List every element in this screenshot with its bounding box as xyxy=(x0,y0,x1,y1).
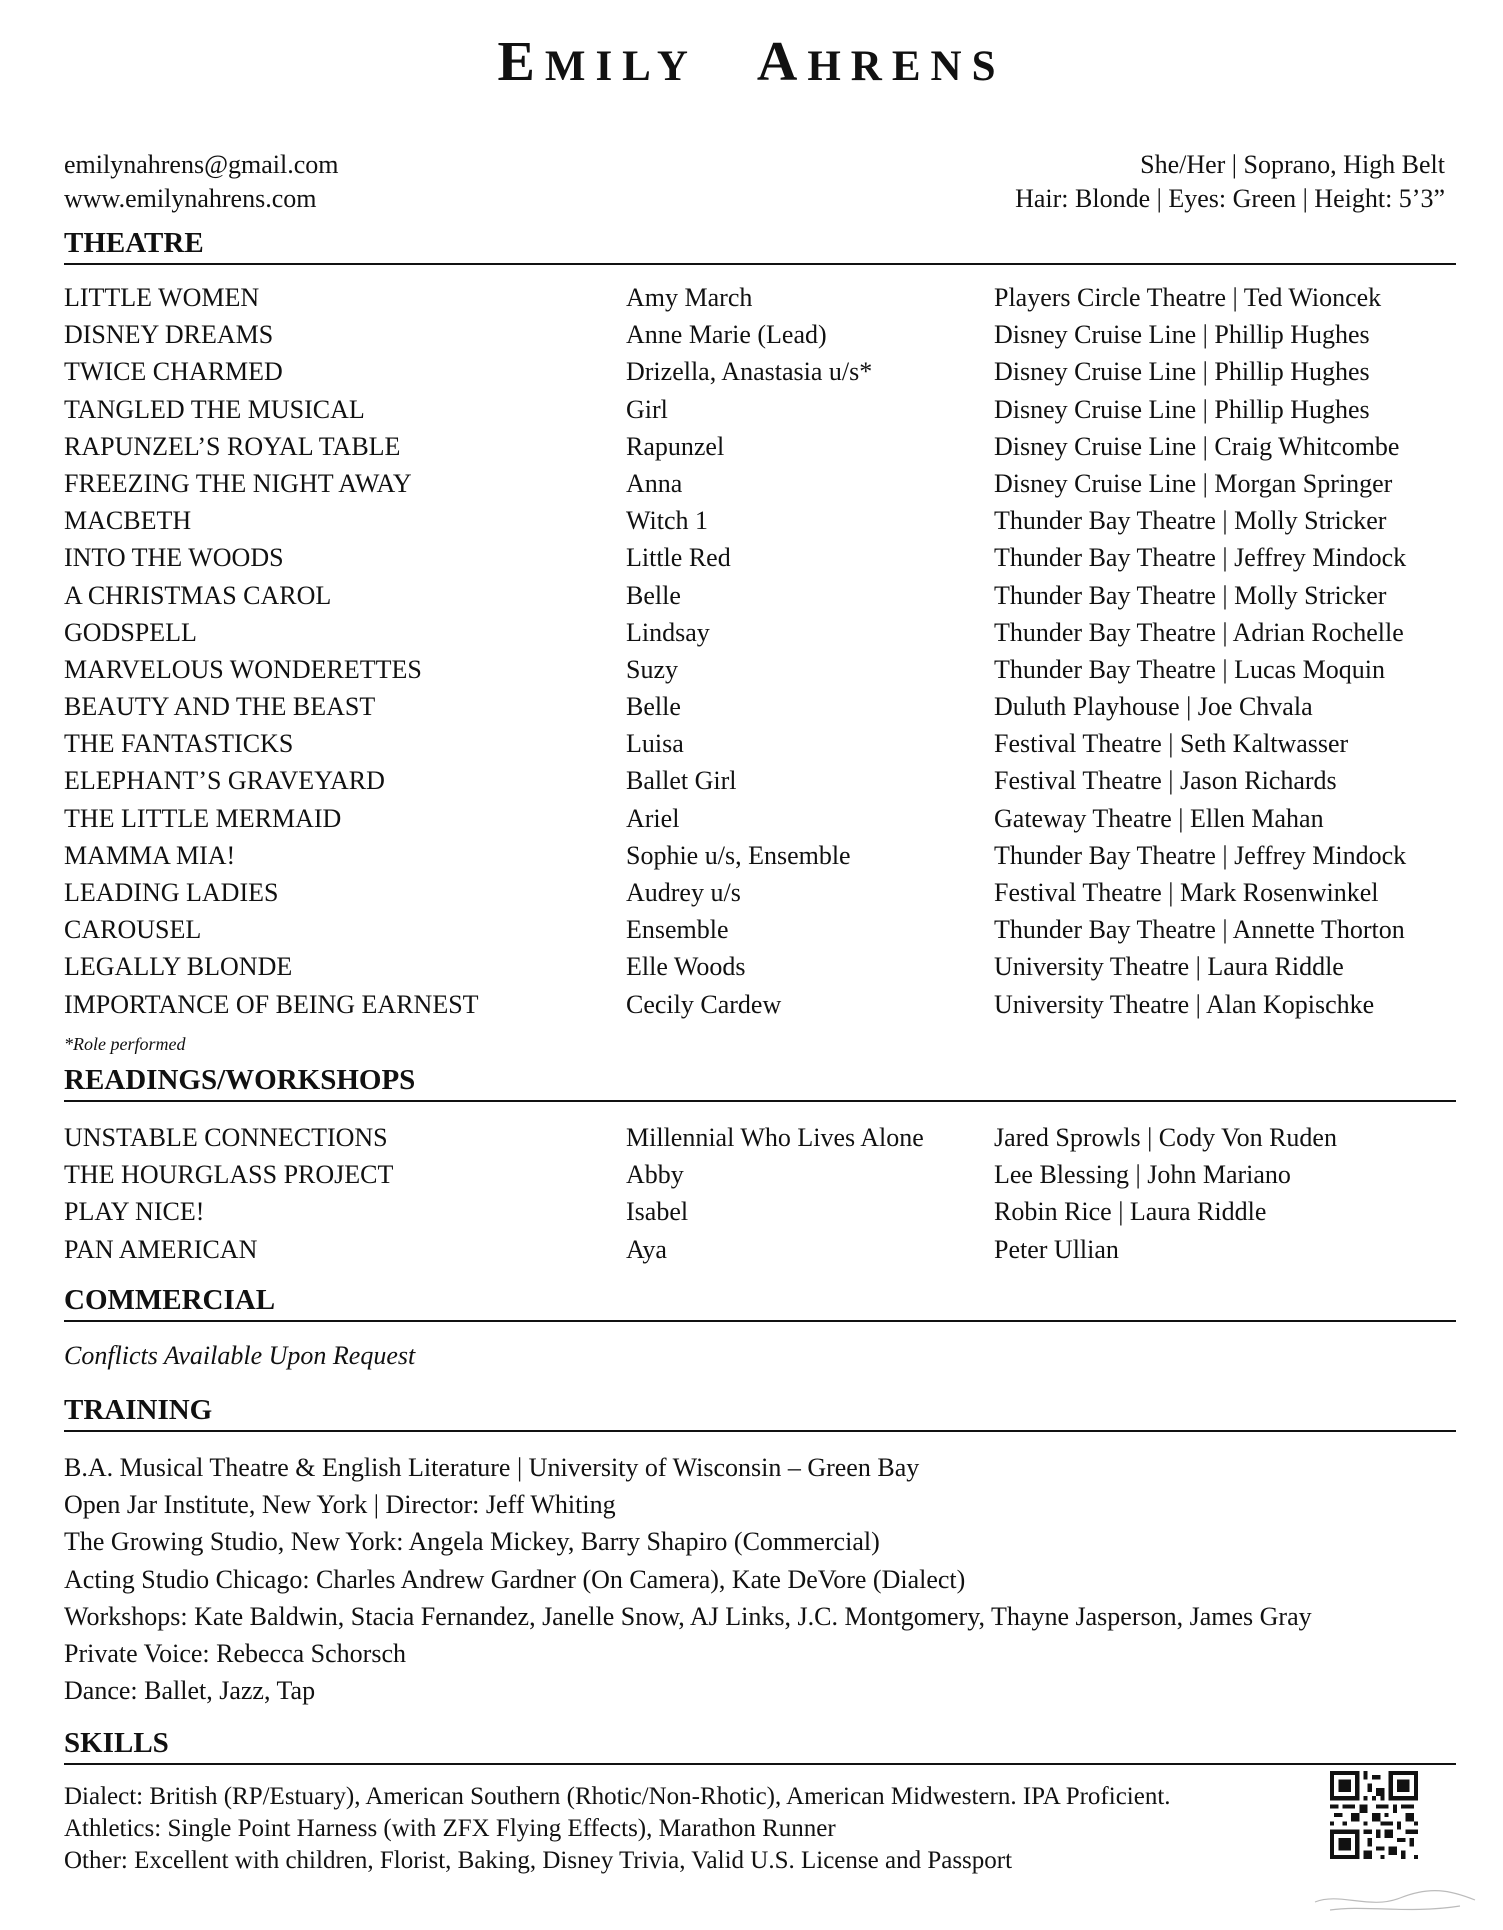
show-title: LEADING LADIES xyxy=(64,878,279,907)
show-title: DISNEY DREAMS xyxy=(64,320,274,350)
venue-director: Disney Cruise Line | Phillip Hughes xyxy=(994,394,1370,424)
credit-row xyxy=(64,353,1464,390)
show-title: UNSTABLE CONNECTIONS xyxy=(64,1123,388,1152)
role-name: Millennial Who Lives Alone xyxy=(626,1123,924,1152)
credit-row xyxy=(64,1193,1464,1230)
show-title: PLAY NICE! xyxy=(64,1197,205,1227)
training-line: Workshops: Kate Baldwin, Stacia Fernandez, Janelle Snow, AJ Links, J.C. Montgomery, Thayne Jasperson, James Gray xyxy=(64,1601,1312,1631)
email-link[interactable]: emilynahrens@gmail.com xyxy=(64,150,339,179)
role-name: Audrey u/s xyxy=(626,878,741,907)
training-line: Private Voice: Rebecca Schorsch xyxy=(64,1639,406,1669)
training-line: Dance: Ballet, Jazz, Tap xyxy=(64,1676,316,1706)
role-name: Ariel xyxy=(626,803,680,833)
show-title: INTO THE WOODS xyxy=(64,543,284,573)
credit-row xyxy=(64,911,1464,948)
role-name: Rapunzel xyxy=(626,431,725,461)
qr-code-icon[interactable] xyxy=(1330,1771,1418,1859)
training-heading: TRAINING xyxy=(64,1393,1456,1432)
credit-row xyxy=(64,577,1464,614)
show-title: PAN AMERICAN xyxy=(64,1234,258,1264)
theatre-footnote: *Role performed xyxy=(64,1034,186,1054)
venue-director: Gateway Theatre | Ellen Mahan xyxy=(994,803,1324,833)
readings-credits xyxy=(64,1119,1464,1268)
role-name: Little Red xyxy=(626,543,731,573)
skills-list xyxy=(64,1781,1344,1877)
resume-name xyxy=(0,30,1503,94)
physical-info xyxy=(1015,148,1445,216)
venue-director: Thunder Bay Theatre | Jeffrey Mindock xyxy=(994,840,1407,870)
venue-director: Disney Cruise Line | Morgan Springer xyxy=(994,468,1393,498)
commercial-heading: COMMERCIAL xyxy=(64,1283,1456,1322)
venue-director: Thunder Bay Theatre | Jeffrey Mindock xyxy=(994,543,1407,573)
show-title: THE FANTASTICKS xyxy=(64,729,294,759)
show-title: A CHRISTMAS CAROL xyxy=(64,580,332,610)
credit-row xyxy=(64,874,1464,911)
pronouns-voice: She/Her | Soprano, High Belt xyxy=(1140,150,1445,179)
credit-row xyxy=(64,279,1464,316)
venue-director: Disney Cruise Line | Craig Whitcombe xyxy=(994,431,1400,461)
credit-row xyxy=(64,948,1464,985)
venue-director: Robin Rice | Laura Riddle xyxy=(994,1197,1267,1227)
role-name: Ballet Girl xyxy=(626,766,737,796)
show-title: MAMMA MIA! xyxy=(64,840,236,870)
role-name: Isabel xyxy=(626,1197,689,1227)
show-title: MACBETH xyxy=(64,506,192,536)
role-name: Luisa xyxy=(626,729,684,759)
venue-director: Disney Cruise Line | Phillip Hughes xyxy=(994,320,1370,350)
credit-row xyxy=(64,762,1464,799)
role-name: Amy March xyxy=(626,283,753,312)
show-title: BEAUTY AND THE BEAST xyxy=(64,692,376,722)
venue-director: Thunder Bay Theatre | Annette Thorton xyxy=(994,915,1405,945)
commercial-note: Conflicts Available Upon Request xyxy=(64,1341,416,1370)
role-name: Anna xyxy=(626,468,683,498)
venue-director: Disney Cruise Line | Phillip Hughes xyxy=(994,357,1370,387)
signature-mark xyxy=(1310,1880,1480,1920)
show-title: IMPORTANCE OF BEING EARNEST xyxy=(64,989,479,1019)
show-title: CAROUSEL xyxy=(64,915,202,945)
credit-row xyxy=(64,465,1464,502)
credit-row xyxy=(64,800,1464,837)
credit-row xyxy=(64,688,1464,725)
skills-heading: SKILLS xyxy=(64,1726,1456,1765)
venue-director: Festival Theatre | Mark Rosenwinkel xyxy=(994,878,1379,907)
credit-row xyxy=(64,651,1464,688)
role-name: Ensemble xyxy=(626,915,729,945)
credit-row xyxy=(64,539,1464,576)
role-name: Girl xyxy=(626,394,668,424)
show-title: MARVELOUS WONDERETTES xyxy=(64,654,422,684)
show-title: RAPUNZEL’S ROYAL TABLE xyxy=(64,431,401,461)
venue-director: Festival Theatre | Jason Richards xyxy=(994,766,1337,796)
show-title: THE HOURGLASS PROJECT xyxy=(64,1160,394,1190)
venue-director: Thunder Bay Theatre | Adrian Rochelle xyxy=(994,617,1404,647)
credit-row xyxy=(64,614,1464,651)
show-title: FREEZING THE NIGHT AWAY xyxy=(64,468,412,498)
venue-director: Duluth Playhouse | Joe Chvala xyxy=(994,692,1313,722)
name-first: EMILY xyxy=(497,31,698,93)
role-name: Aya xyxy=(626,1234,667,1264)
training-line: Acting Studio Chicago: Charles Andrew Gardner (On Camera), Kate DeVore (Dialect) xyxy=(64,1564,966,1594)
physical-stats: Hair: Blonde | Eyes: Green | Height: 5’3” xyxy=(1015,184,1445,213)
show-title: TWICE CHARMED xyxy=(64,357,283,387)
role-name: Abby xyxy=(626,1160,684,1190)
venue-director: Jared Sprowls | Cody Von Ruden xyxy=(994,1123,1337,1152)
venue-director: Thunder Bay Theatre | Molly Stricker xyxy=(994,506,1387,536)
skill-line: Dialect: British (RP/Estuary), American Southern (Rhotic/Non-Rhotic), American Midwestern. IPA Proficient. xyxy=(64,1783,1171,1810)
theatre-heading: THEATRE xyxy=(64,226,1456,265)
skill-line: Athletics: Single Point Harness (with ZFX Flying Effects), Marathon Runner xyxy=(64,1815,836,1842)
venue-director: Players Circle Theatre | Ted Wioncek xyxy=(994,283,1382,312)
role-name: Anne Marie (Lead) xyxy=(626,320,827,350)
credit-row xyxy=(64,1156,1464,1193)
role-name: Elle Woods xyxy=(626,952,746,982)
credit-row xyxy=(64,428,1464,465)
role-name: Suzy xyxy=(626,654,678,684)
show-title: LEGALLY BLONDE xyxy=(64,952,293,982)
role-name: Belle xyxy=(626,580,681,610)
name-last: AHRENS xyxy=(756,31,1006,93)
show-title: ELEPHANT’S GRAVEYARD xyxy=(64,766,385,796)
training-line: The Growing Studio, New York: Angela Mickey, Barry Shapiro (Commercial) xyxy=(64,1527,880,1557)
credit-row xyxy=(64,1231,1464,1268)
role-name: Lindsay xyxy=(626,617,710,647)
website-link[interactable]: www.emilynahrens.com xyxy=(64,184,317,213)
contact-info xyxy=(64,148,339,216)
show-title: GODSPELL xyxy=(64,617,197,647)
training-line: Open Jar Institute, New York | Director: Jeff Whiting xyxy=(64,1490,616,1520)
credit-row xyxy=(64,502,1464,539)
credit-row xyxy=(64,1119,1464,1156)
venue-director: Thunder Bay Theatre | Molly Stricker xyxy=(994,580,1387,610)
venue-director: Peter Ullian xyxy=(994,1234,1119,1264)
role-name: Sophie u/s, Ensemble xyxy=(626,840,851,870)
credit-row xyxy=(64,986,1464,1023)
credit-row xyxy=(64,725,1464,762)
venue-director: Thunder Bay Theatre | Lucas Moquin xyxy=(994,654,1386,684)
credit-row xyxy=(64,837,1464,874)
role-name: Cecily Cardew xyxy=(626,989,782,1019)
readings-heading: READINGS/WORKSHOPS xyxy=(64,1063,1456,1102)
venue-director: Lee Blessing | John Mariano xyxy=(994,1160,1291,1190)
credit-row xyxy=(64,391,1464,428)
venue-director: University Theatre | Laura Riddle xyxy=(994,952,1344,982)
training-list xyxy=(64,1449,1464,1709)
venue-director: Festival Theatre | Seth Kaltwasser xyxy=(994,729,1349,759)
venue-director: University Theatre | Alan Kopischke xyxy=(994,989,1375,1019)
training-line: B.A. Musical Theatre & English Literature | University of Wisconsin – Green Bay xyxy=(64,1453,920,1482)
role-name: Drizella, Anastasia u/s* xyxy=(626,357,873,387)
show-title: LITTLE WOMEN xyxy=(64,283,260,312)
show-title: THE LITTLE MERMAID xyxy=(64,803,342,833)
credit-row xyxy=(64,316,1464,353)
show-title: TANGLED THE MUSICAL xyxy=(64,394,365,424)
role-name: Belle xyxy=(626,692,681,722)
role-name: Witch 1 xyxy=(626,506,708,536)
theatre-credits xyxy=(64,279,1464,1023)
skill-line: Other: Excellent with children, Florist, Baking, Disney Trivia, Valid U.S. License and Passport xyxy=(64,1847,1013,1874)
